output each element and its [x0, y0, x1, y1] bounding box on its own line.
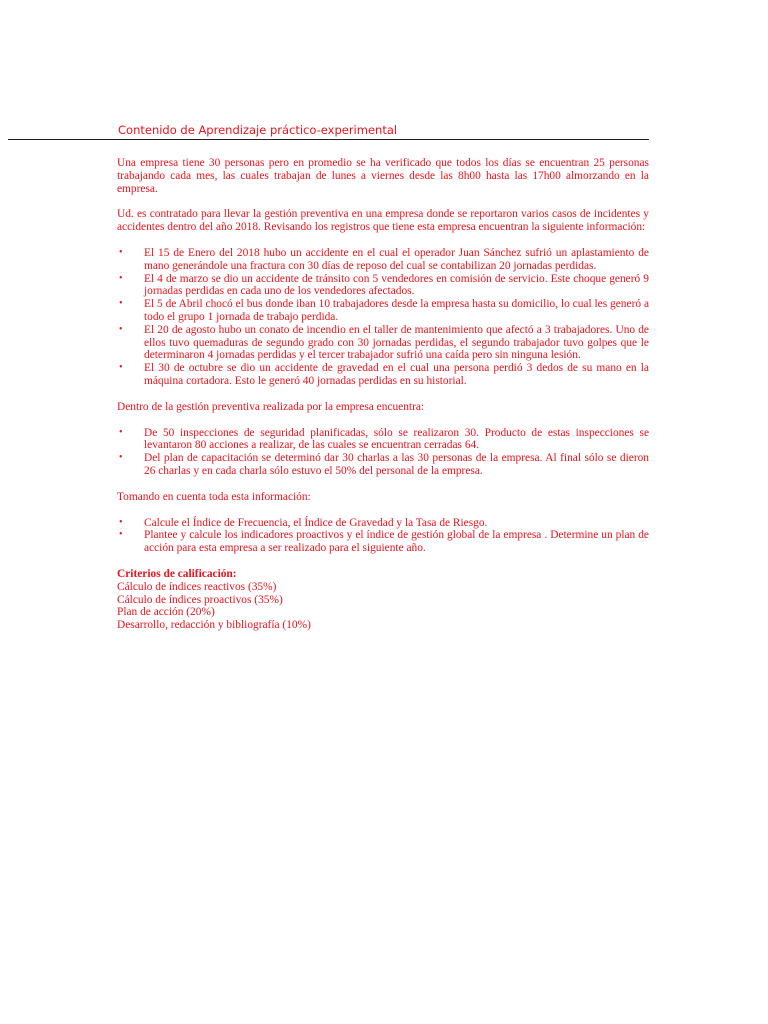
- criteria-title: Criterios de calificación:: [117, 567, 237, 580]
- bullet-icon: •: [119, 246, 123, 258]
- bullet-icon: •: [119, 529, 123, 541]
- document-body: [117, 157, 649, 632]
- preventive-list: [117, 427, 649, 478]
- list-item: • El 20 de agosto hubo un conato de incendio en el taller de mantenimiento que afectó a 3 trabajadores. Uno de ellos tuvo quemaduras de segundo grado con 30 jornadas perdidas, el segundo trabajador tuvo golpes que le determinaron 4 jornadas perdidas y el tercer trabajador sufrió una caída pero sin ninguna lesión.: [119, 323, 649, 362]
- tasks-list: [117, 517, 649, 555]
- page-header: [8, 121, 649, 140]
- bullet-icon: •: [119, 272, 123, 284]
- list-item: • El 4 de marzo se dio un accidente de tránsito con 5 vendedores en comisión de servicio. Este choque generó 9 jornadas perdidas en cada uno de los vendedores afectados.: [119, 272, 649, 298]
- bullet-icon: •: [119, 516, 123, 528]
- grading-criteria: [117, 568, 649, 632]
- list-item: • El 15 de Enero del 2018 hubo un accidente en el cual el operador Juan Sánchez sufrió un aplastamiento de mano generándole una fractura con 30 días de reposo del cual se contabilizan 20 jornadas perdidas.: [119, 246, 649, 272]
- list-item: • Del plan de capacitación se determinó dar 30 charlas a las 30 personas de la empresa. Al final sólo se dieron 26 charlas y en cada charla sólo estuvo el 50% del personal de la empresa.: [119, 452, 649, 477]
- bullet-icon: •: [119, 323, 123, 335]
- list-item: • Plantee y calcule los indicadores proactivos y el índice de gestión global de la empresa . Determine un plan de acción para esta empresa a ser realizado para el siguiente año.: [119, 529, 649, 555]
- list-item: • De 50 inspecciones de seguridad planificadas, sólo se realizaron 30. Producto de estas inspecciones se levantaron 80 acciones a realizar, de las cuales se encuentran cerradas 64.: [119, 426, 649, 452]
- tasks-intro: Tomando en cuenta toda esta información:: [117, 490, 311, 503]
- header-title: Contenido de Aprendizaje práctico-experimental: [118, 123, 398, 137]
- intro-paragraph-1: Una empresa tiene 30 personas pero en promedio se ha verificado que todos los días se encuentran 25 personas trabajando cada mes, las cuales trabajan de lunes a viernes desde las 8h00 hasta las 17h00 almorzando en la empresa.: [117, 157, 649, 195]
- list-item: • El 30 de octubre se dio un accidente de gravedad en el cual una persona perdió 3 dedos de su mano en la máquina cortadora. Esto le generó 40 jornadas perdidas en su historial.: [119, 362, 649, 387]
- bullet-icon: •: [119, 426, 123, 438]
- list-item: • El 5 de Abril chocó el bus donde iban 10 trabajadores desde la empresa hasta su domicilio, lo cual les generó a todo el grupo 1 jornada de trabajo perdida.: [119, 298, 649, 323]
- criteria-item: Cálculo de índices reactivos (35%): [117, 580, 277, 593]
- bullet-icon: •: [119, 298, 123, 310]
- intro-paragraph-2: Ud. es contratado para llevar la gestión preventiva en una empresa donde se reportaron varios casos de incidentes y accidentes dentro del año 2018. Revisando los registros que tiene esta empresa encuentran la siguiente información:: [117, 208, 649, 234]
- criteria-item: Plan de acción (20%): [117, 606, 215, 619]
- bullet-icon: •: [119, 452, 123, 464]
- preventive-intro: Dentro de la gestión preventiva realizada por la empresa encuentra:: [117, 400, 425, 413]
- incidents-list: [117, 247, 649, 388]
- criteria-item: Desarrollo, redacción y bibliografía (10%): [117, 619, 311, 632]
- bullet-icon: •: [119, 362, 123, 374]
- criteria-item: Cálculo de índices proactivos (35%): [117, 593, 283, 606]
- list-item: • Calcule el Índice de Frecuencia, el Índice de Gravedad y la Tasa de Riesgo.: [119, 516, 488, 529]
